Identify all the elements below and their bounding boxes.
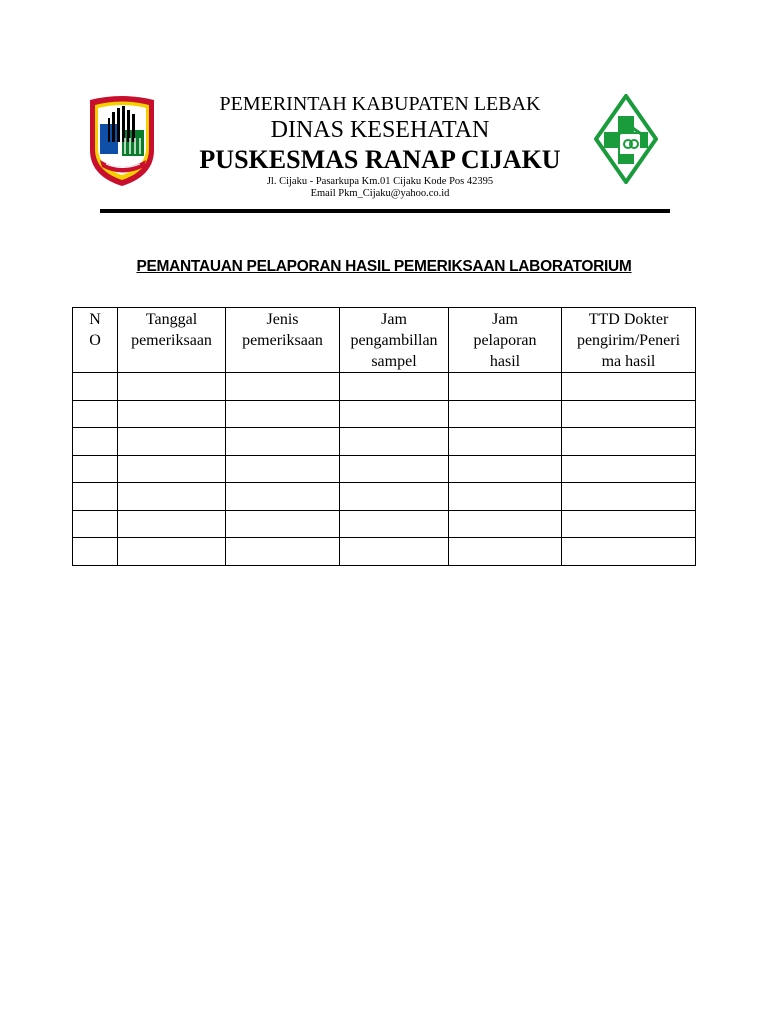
table-cell (449, 373, 562, 401)
table-row (73, 400, 696, 428)
table-row (73, 510, 696, 538)
table-cell (118, 373, 226, 401)
table-cell (73, 373, 118, 401)
col-header-tanggal (118, 308, 226, 373)
table-cell (226, 538, 340, 566)
institution-name: PUSKESMAS RANAP CIJAKU (199, 145, 561, 174)
table-cell (118, 483, 226, 511)
table-cell (449, 510, 562, 538)
puskesmas-logo-icon (594, 94, 658, 184)
table-cell (449, 455, 562, 483)
table-body (73, 373, 696, 566)
table-cell (73, 428, 118, 456)
table-cell (73, 455, 118, 483)
col-header-label: Jam pengambillan sampel (350, 311, 438, 370)
table-cell (340, 373, 449, 401)
table-cell (73, 538, 118, 566)
table-cell (562, 483, 696, 511)
table-cell (340, 538, 449, 566)
table-cell (118, 455, 226, 483)
table-cell (226, 428, 340, 456)
government-name: PEMERINTAH KABUPATEN LEBAK (219, 93, 541, 115)
col-header-label: Jenis pemeriksaan (242, 311, 323, 349)
kabupaten-lebak-crest-icon (86, 94, 158, 188)
table-cell (118, 428, 226, 456)
col-header-jam-pengambilan (340, 308, 449, 373)
table-cell (118, 400, 226, 428)
table-cell (562, 373, 696, 401)
table-cell (340, 510, 449, 538)
table-cell (118, 510, 226, 538)
table-cell (118, 538, 226, 566)
col-header-label: Jam pelaporan hasil (473, 311, 537, 370)
col-header-ttd-dokter (562, 308, 696, 373)
table-cell (73, 483, 118, 511)
col-header-jenis (226, 308, 340, 373)
col-header-no (73, 308, 118, 373)
table-cell (73, 400, 118, 428)
table-cell (449, 538, 562, 566)
col-header-jam-pelaporan (449, 308, 562, 373)
table-cell (449, 428, 562, 456)
address-line: Jl. Cijaku - Pasarkupa Km.01 Cijaku Kode Pos 42395 (266, 176, 494, 187)
header-divider (100, 209, 670, 213)
table-cell (562, 428, 696, 456)
table-row (73, 428, 696, 456)
table-cell (562, 510, 696, 538)
table-cell (226, 400, 340, 428)
table-cell (562, 400, 696, 428)
table-header-row (73, 308, 696, 373)
col-header-label: N O (89, 311, 101, 349)
department-name: DINAS KESEHATAN (270, 117, 490, 143)
table-cell (340, 400, 449, 428)
table-cell (340, 428, 449, 456)
table-cell (340, 455, 449, 483)
table-row (73, 455, 696, 483)
document-title: PEMANTAUAN PELAPORAN HASIL PEMERIKSAAN LABORATORIUM (136, 258, 632, 275)
table-cell (73, 510, 118, 538)
table-row (73, 373, 696, 401)
table-cell (226, 455, 340, 483)
email-line: Email Pkm_Cijaku@yahoo.co.id (310, 188, 450, 199)
table-cell (562, 538, 696, 566)
col-header-label: TTD Dokter pengirim/Peneri ma hasil (576, 311, 681, 370)
lab-report-table (72, 307, 696, 566)
letterhead (170, 92, 590, 200)
table-cell (340, 483, 449, 511)
table-cell (226, 483, 340, 511)
table-cell (449, 400, 562, 428)
table-cell (562, 455, 696, 483)
table-row (73, 538, 696, 566)
col-header-label: Tanggal pemeriksaan (131, 311, 212, 349)
table-cell (226, 510, 340, 538)
table-cell (449, 483, 562, 511)
table-cell (226, 373, 340, 401)
table-row (73, 483, 696, 511)
